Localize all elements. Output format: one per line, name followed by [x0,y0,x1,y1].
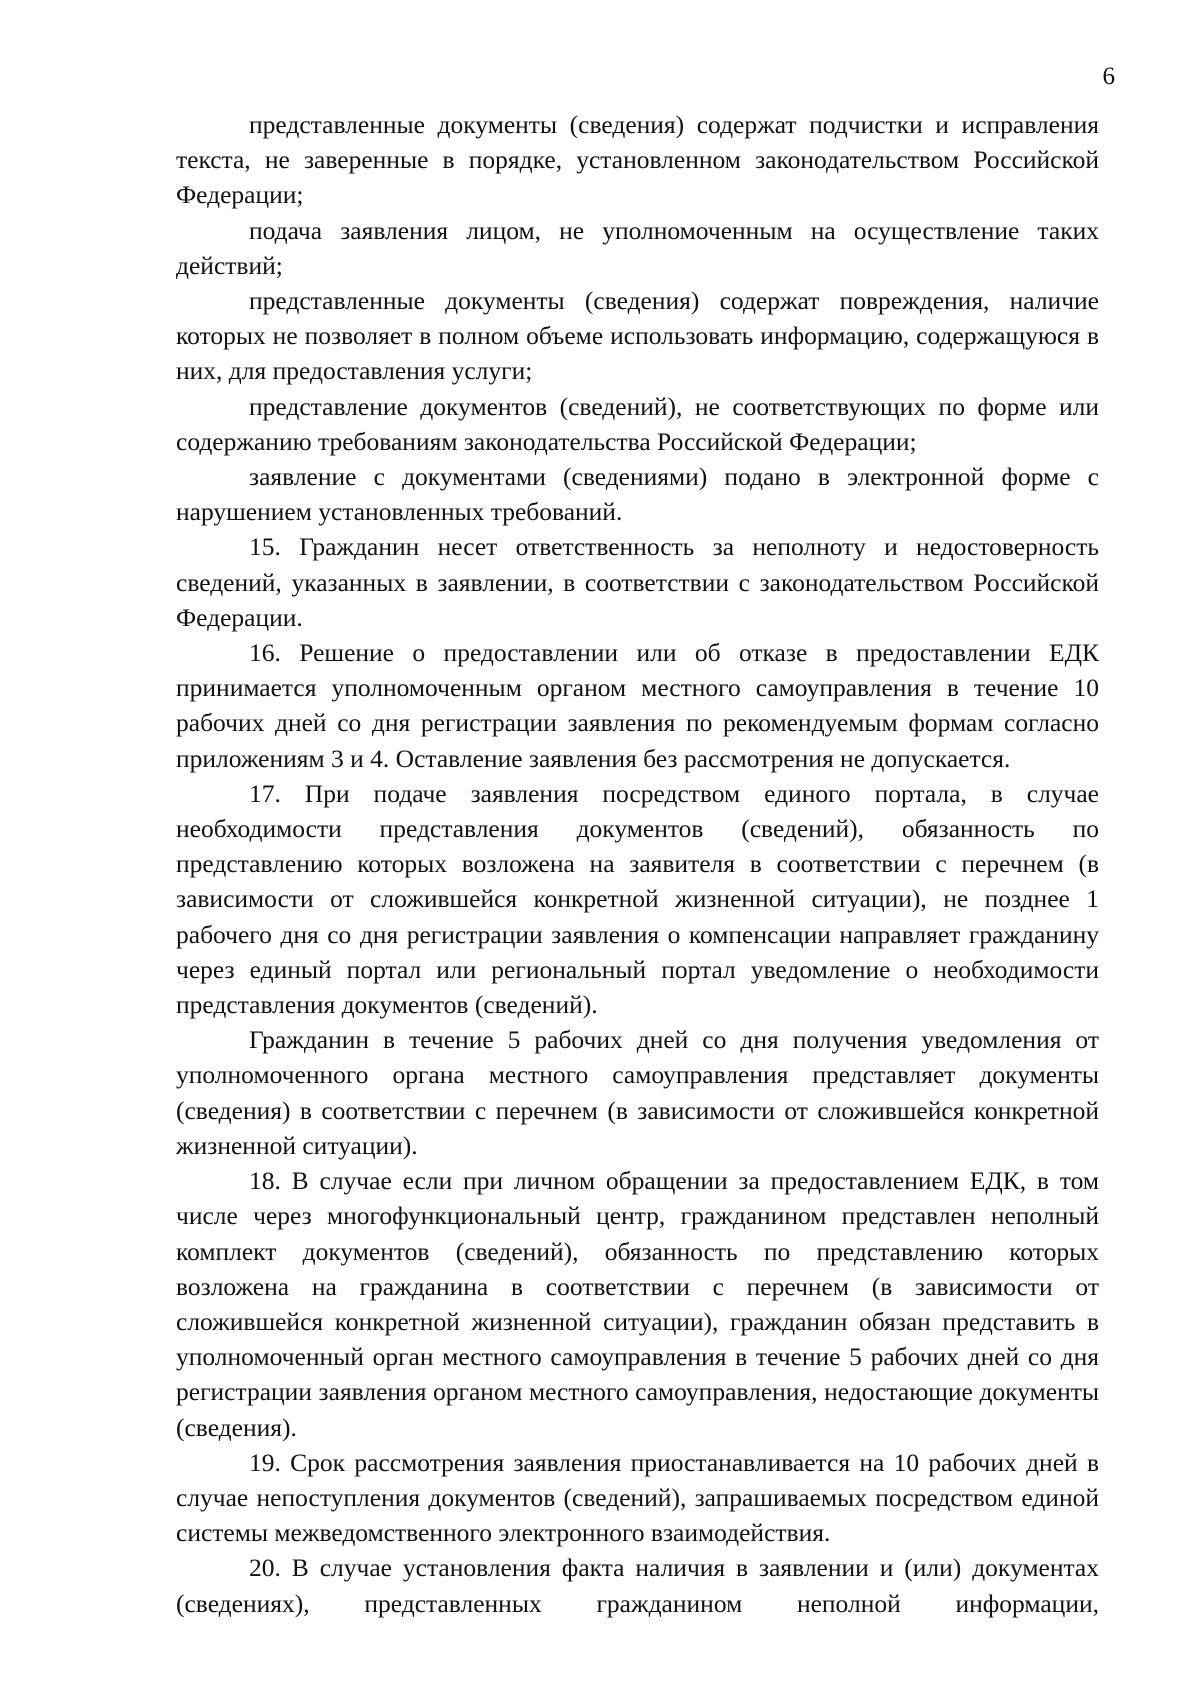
page-number: 6 [1102,63,1115,90]
paragraph-15: 15. Гражданин несет ответственность за неполноту и недостоверность сведений, указанных в заявлении, в соответствии с законодательством Российской Федерации. [176,532,1099,632]
paragraph-unauthorized-person: подача заявления лицом, не уполномоченным на осуществление таких действий; [176,215,1099,280]
paragraph-16: 16. Решение о предоставлении или об отказе в предоставлении ЕДК принимается уполномоченным органом местного самоуправления в течение 10 рабочих дней со дня регистрации заявления по рекомендуемым формам согласно приложениям 3 и 4. Оставление заявления без рассмотрения не допускается. [176,638,1099,773]
paragraph-17-citizen-deadline: Гражданин в течение 5 рабочих дней со дня получения уведомления от уполномоченного органа местного самоуправления представляет документы (сведения) в соответствии с перечнем (в зависимости от сложившейся конкретной жизненной ситуации). [176,1025,1099,1160]
paragraph-continuation-corrections: представленные документы (сведения) содержат подчистки и исправления текста, не заверенные в порядке, установленном законодательством Российской Федерации; [176,110,1099,210]
paragraph-18: 18. В случае если при личном обращении за предоставлением ЕДК, в том числе через многофункциональный центр, гражданином представлен неполный комплект документов (сведений), обязанность по представлению которых возложена на гражданина в соответствии с перечнем (в зависимости от сложившейся конкретной жизненной ситуации), гражданин обязан представить в уполномоченный орган местного самоуправления в течение 5 рабочих дней со дня регистрации заявления органом местного самоуправления, недостающие документы (сведения). [176,1166,1099,1442]
paragraph-damaged-documents: представленные документы (сведения) содержат повреждения, наличие которых не позволяет в полном объеме использовать информацию, содержащуюся в них, для предоставления услуги; [176,286,1099,386]
paragraph-20: 20. В случае установления факта наличия в заявлении и (или) документах (сведениях), представленных гражданином неполной информации, [176,1553,1099,1618]
document-body [176,107,1099,1621]
paragraph-nonconforming-documents: представление документов (сведений), не соответствующих по форме или содержанию требованиям законодательства Российской Федерации; [176,391,1099,456]
paragraph-electronic-violation: заявление с документами (сведениями) подано в электронной форме с нарушением установленных требований. [176,462,1099,527]
paragraph-19: 19. Срок рассмотрения заявления приостанавливается на 10 рабочих дней в случае непоступления документов (сведений), запрашиваемых посредством единой системы межведомственного электронного взаимодействия. [176,1447,1099,1548]
paragraph-17: 17. При подаче заявления посредством единого портала, в случае необходимости представления документов (сведений), обязанность по представлению которых возложена на заявителя в соответствии с перечнем (в зависимости от сложившейся конкретной жизненной ситуации), не позднее 1 рабочего дня со дня регистрации заявления о компенсации направляет гражданину через единый портал или региональный портал уведомление о необходимости представления документов (сведений). [176,778,1099,1020]
